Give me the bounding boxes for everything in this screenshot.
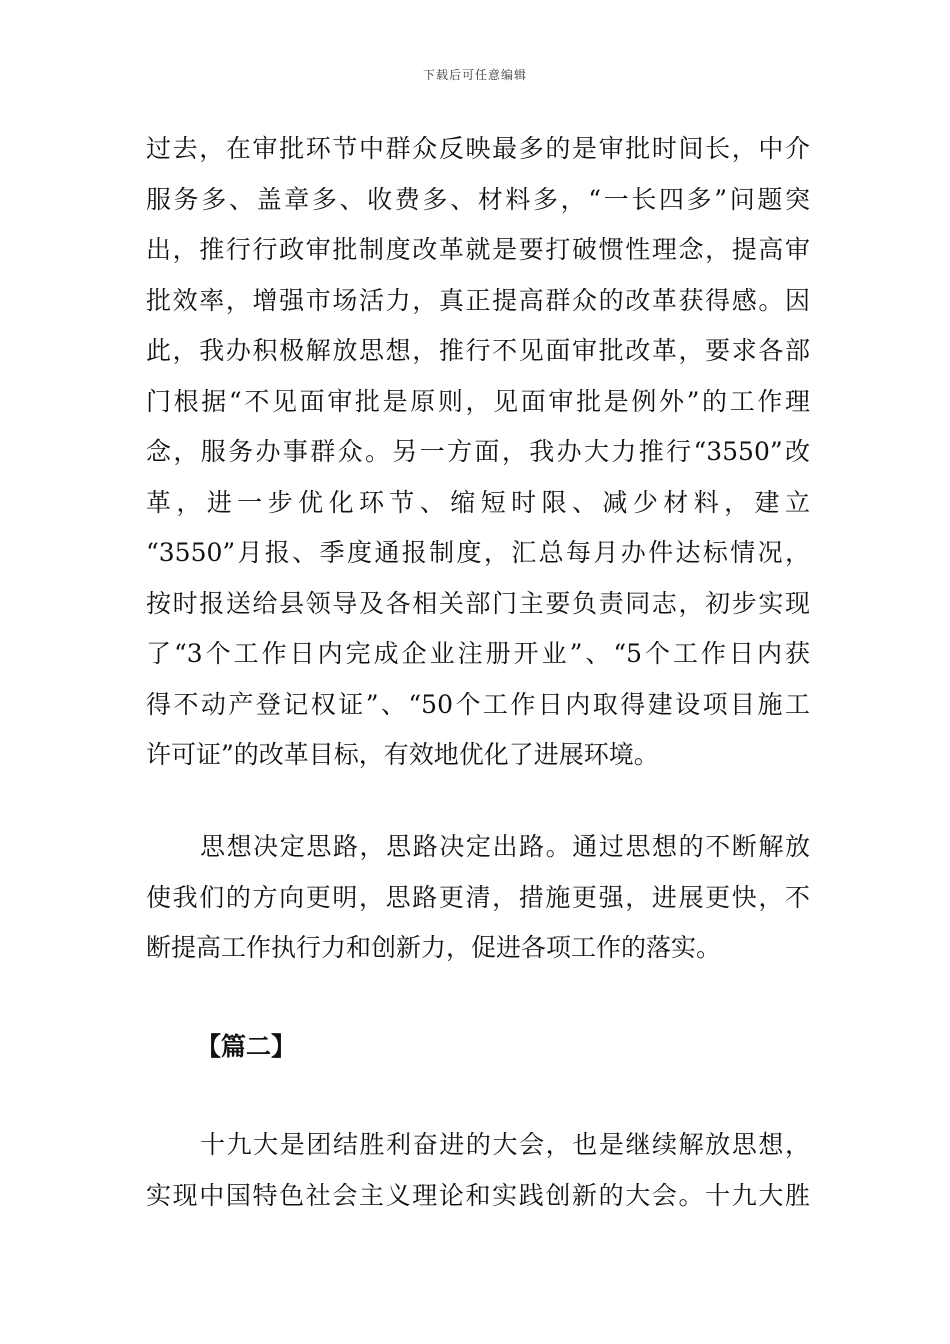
paragraph-line: 此，我办积极解放思想，推行不见面审批改革，要求各部 — [146, 336, 810, 365]
paragraph-2 — [146, 822, 810, 974]
paragraph-line: 服务多、盖章多、收费多、材料多，“一长四多”问题突 — [146, 184, 810, 214]
section-heading: 【篇二】 — [196, 1032, 297, 1061]
paragraph-line: 批效率，增强市场活力，真正提高群众的改革获得感。因 — [146, 285, 810, 315]
paragraph-line: 实现中国特色社会主义理论和实践创新的大会。十九大胜 — [146, 1180, 810, 1210]
paragraph-line: 许可证”的改革目标，有效地优化了进展环境。 — [146, 740, 659, 769]
paragraph-line: 了“3个工作日内完成企业注册开业”、“5个工作日内获 — [146, 639, 810, 668]
header-note: 下载后可任意编辑 — [422, 68, 527, 82]
paragraph-line: 出，推行行政审批制度改革就是要打破惯性理念，提高审 — [146, 235, 810, 264]
paragraph-line: 过去，在审批环节中群众反映最多的是审批时间长，中介 — [146, 134, 810, 163]
paragraph-line: 念，服务办事群众。另一方面，我办大力推行“3550”改 — [146, 437, 810, 466]
paragraph-line: 使我们的方向更明，思路更清，措施更强，进展更快，不 — [146, 882, 810, 912]
paragraph-line: 得不动产登记权证”、“50个工作日内取得建设项目施工 — [146, 689, 810, 719]
paragraph-line: 十九大是团结胜利奋进的大会，也是继续解放思想， — [200, 1130, 810, 1159]
paragraph-line: 革，进一步优化环节、缩短时限、减少材料，建立 — [146, 487, 810, 517]
paragraph-3 — [146, 1120, 810, 1221]
paragraph-line: 断提高工作执行力和创新力，促进各项工作的落实。 — [146, 933, 722, 962]
paragraph-line: 门根据“不见面审批是原则，见面审批是例外”的工作理 — [146, 386, 810, 416]
paragraph-line: “3550”月报、季度通报制度，汇总每月办件达标情况， — [146, 538, 810, 567]
paragraph-1 — [146, 124, 810, 781]
paragraph-line: 思想决定思路，思路决定出路。通过思想的不断解放 — [200, 832, 810, 861]
paragraph-line: 按时报送给县领导及各相关部门主要负责同志，初步实现 — [146, 588, 810, 618]
